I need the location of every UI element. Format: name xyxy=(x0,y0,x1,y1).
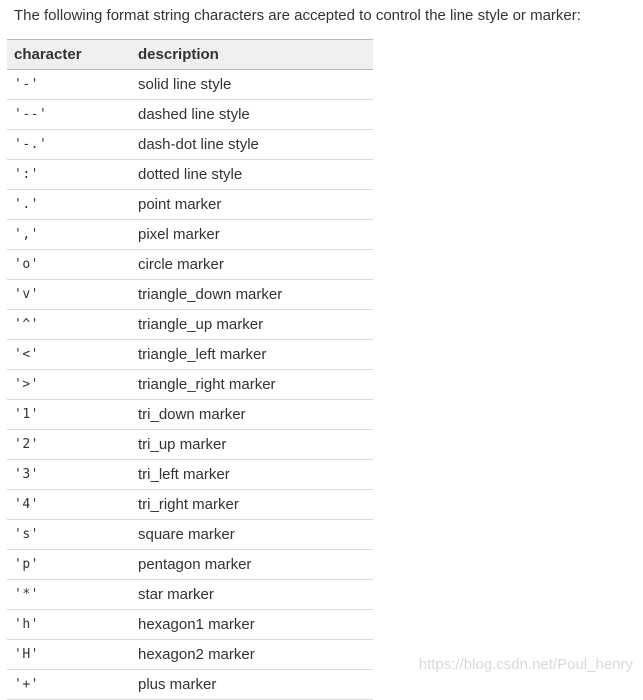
description-cell: point marker xyxy=(138,190,373,220)
column-header-character: character xyxy=(7,40,138,70)
character-cell: '<' xyxy=(7,340,138,370)
character-cell: '--' xyxy=(7,100,138,130)
intro-paragraph: The following format string characters are accepted to control the line style or marker: xyxy=(14,7,581,24)
description-cell: triangle_right marker xyxy=(138,370,373,400)
character-cell: 'H' xyxy=(7,640,138,670)
description-cell: hexagon1 marker xyxy=(138,610,373,640)
description-cell: square marker xyxy=(138,520,373,550)
description-cell: tri_left marker xyxy=(138,460,373,490)
description-cell: dotted line style xyxy=(138,160,373,190)
column-header-description: description xyxy=(138,40,373,70)
character-cell: '.' xyxy=(7,190,138,220)
table-row xyxy=(7,490,373,520)
table-row xyxy=(7,220,373,250)
character-cell: '4' xyxy=(7,490,138,520)
character-cell: 'v' xyxy=(7,280,138,310)
table-row xyxy=(7,250,373,280)
table-body xyxy=(7,70,373,700)
table-row xyxy=(7,190,373,220)
description-cell: star marker xyxy=(138,580,373,610)
character-cell: 'o' xyxy=(7,250,138,280)
table-row xyxy=(7,310,373,340)
description-cell: hexagon2 marker xyxy=(138,640,373,670)
character-cell: '>' xyxy=(7,370,138,400)
table-row xyxy=(7,280,373,310)
table-row xyxy=(7,130,373,160)
character-cell: '^' xyxy=(7,310,138,340)
character-cell: 'p' xyxy=(7,550,138,580)
table-row xyxy=(7,520,373,550)
description-cell: dashed line style xyxy=(138,100,373,130)
character-cell: ':' xyxy=(7,160,138,190)
description-cell: pentagon marker xyxy=(138,550,373,580)
description-cell: plus marker xyxy=(138,670,373,700)
table-header-row xyxy=(7,40,373,70)
character-cell: '+' xyxy=(7,670,138,700)
format-characters-table xyxy=(7,39,373,700)
table-row xyxy=(7,160,373,190)
table-row xyxy=(7,550,373,580)
table-row xyxy=(7,400,373,430)
description-cell: triangle_left marker xyxy=(138,340,373,370)
character-cell: '1' xyxy=(7,400,138,430)
table-row xyxy=(7,610,373,640)
description-cell: dash-dot line style xyxy=(138,130,373,160)
character-cell: '3' xyxy=(7,460,138,490)
table-row xyxy=(7,580,373,610)
table-row xyxy=(7,340,373,370)
description-cell: triangle_down marker xyxy=(138,280,373,310)
table-row xyxy=(7,460,373,490)
character-cell: 'h' xyxy=(7,610,138,640)
table-row xyxy=(7,430,373,460)
character-cell: 's' xyxy=(7,520,138,550)
watermark: https://blog.csdn.net/Poul_henry xyxy=(418,656,633,673)
table-row xyxy=(7,640,373,670)
character-cell: ',' xyxy=(7,220,138,250)
table-row xyxy=(7,370,373,400)
character-cell: '2' xyxy=(7,430,138,460)
description-cell: tri_up marker xyxy=(138,430,373,460)
character-cell: '-.' xyxy=(7,130,138,160)
table-row xyxy=(7,70,373,100)
character-cell: '*' xyxy=(7,580,138,610)
description-cell: solid line style xyxy=(138,70,373,100)
description-cell: pixel marker xyxy=(138,220,373,250)
description-cell: tri_down marker xyxy=(138,400,373,430)
character-cell: '-' xyxy=(7,70,138,100)
table-row xyxy=(7,100,373,130)
description-cell: circle marker xyxy=(138,250,373,280)
description-cell: tri_right marker xyxy=(138,490,373,520)
description-cell: triangle_up marker xyxy=(138,310,373,340)
